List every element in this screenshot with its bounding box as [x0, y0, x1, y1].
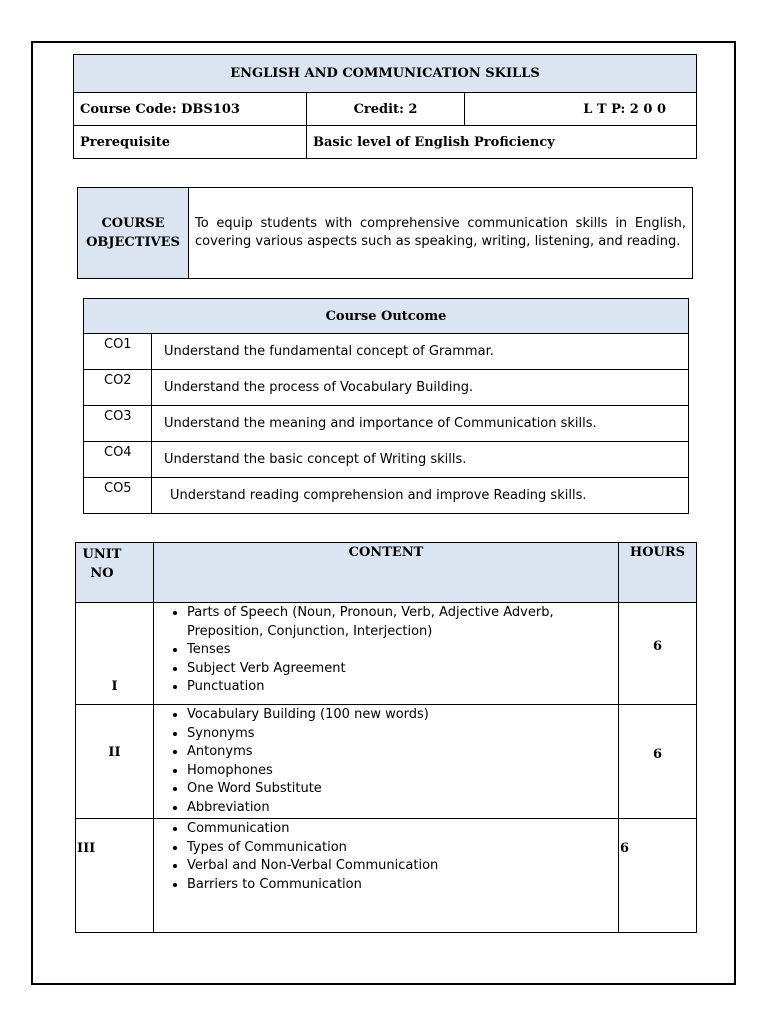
- outcome-code: CO1: [84, 334, 152, 370]
- unit-number: I: [76, 603, 154, 705]
- prerequisite-value: Basic level of English Proficiency: [307, 126, 697, 159]
- unit-topics: [154, 819, 619, 933]
- list-item: • Homophones: [187, 762, 617, 781]
- course-title: ENGLISH AND COMMUNICATION SKILLS: [74, 55, 697, 93]
- list-item: • Antonyms: [187, 743, 617, 762]
- outcome-code: CO3: [84, 406, 152, 442]
- course-ltp: L T P: 2 0 0: [465, 93, 697, 126]
- list-item: • Verbal and Non-Verbal Communication: [187, 857, 617, 876]
- outcome-code: CO5: [84, 478, 152, 514]
- unit-number: III: [76, 819, 154, 933]
- unit-topics: [154, 603, 619, 705]
- list-item: • Vocabulary Building (100 new words): [187, 706, 617, 725]
- content-table: [75, 542, 697, 933]
- list-item: • Parts of Speech (Noun, Pronoun, Verb, Adjective Adverb, Preposition, Conjunction, Interjection): [187, 604, 617, 641]
- table-row: [84, 334, 689, 370]
- outcome-text: Understand the process of Vocabulary Building.: [152, 370, 689, 406]
- course-code: Course Code: DBS103: [74, 93, 307, 126]
- course-outcome-heading: Course Outcome: [84, 299, 689, 334]
- table-row: [84, 406, 689, 442]
- course-credit: Credit: 2: [307, 93, 465, 126]
- list-item: • One Word Substitute: [187, 780, 617, 799]
- table-row: [84, 442, 689, 478]
- unit-hours: 6: [619, 705, 697, 819]
- outcome-text: Understand the fundamental concept of Grammar.: [152, 334, 689, 370]
- unit-topics: [154, 705, 619, 819]
- outcome-text: Understand reading comprehension and improve Reading skills.: [152, 478, 689, 514]
- outcome-code: CO2: [84, 370, 152, 406]
- list-item: • Punctuation: [187, 678, 617, 697]
- content-header: CONTENT: [154, 543, 619, 603]
- unit-hours: 6: [619, 819, 697, 933]
- course-outcome-table: [83, 298, 689, 514]
- table-row: [84, 478, 689, 514]
- unit-no-header: UNIT NO: [76, 543, 154, 603]
- hours-header: HOURS: [619, 543, 697, 603]
- prerequisite-label: Prerequisite: [74, 126, 307, 159]
- table-row: [76, 705, 697, 819]
- list-item: • Abbreviation: [187, 799, 617, 818]
- objectives-text: To equip students with comprehensive communication skills in English, covering various aspects such as speaking, writing, listening, and reading.: [189, 188, 693, 279]
- course-header-table: [73, 54, 697, 159]
- outcome-text: Understand the meaning and importance of Communication skills.: [152, 406, 689, 442]
- table-row: [76, 603, 697, 705]
- table-row: [76, 819, 697, 933]
- list-item: • Barriers to Communication: [187, 876, 617, 895]
- objectives-label: COURSE OBJECTIVES: [78, 188, 189, 279]
- unit-hours: 6: [619, 603, 697, 705]
- table-row: [84, 370, 689, 406]
- outcome-text: Understand the basic concept of Writing skills.: [152, 442, 689, 478]
- list-item: • Tenses: [187, 641, 617, 660]
- list-item: • Types of Communication: [187, 839, 617, 858]
- course-objectives-table: [77, 187, 693, 279]
- list-item: • Communication: [187, 820, 617, 839]
- unit-number: II: [76, 705, 154, 819]
- list-item: • Subject Verb Agreement: [187, 660, 617, 679]
- list-item: • Synonyms: [187, 725, 617, 744]
- outcome-code: CO4: [84, 442, 152, 478]
